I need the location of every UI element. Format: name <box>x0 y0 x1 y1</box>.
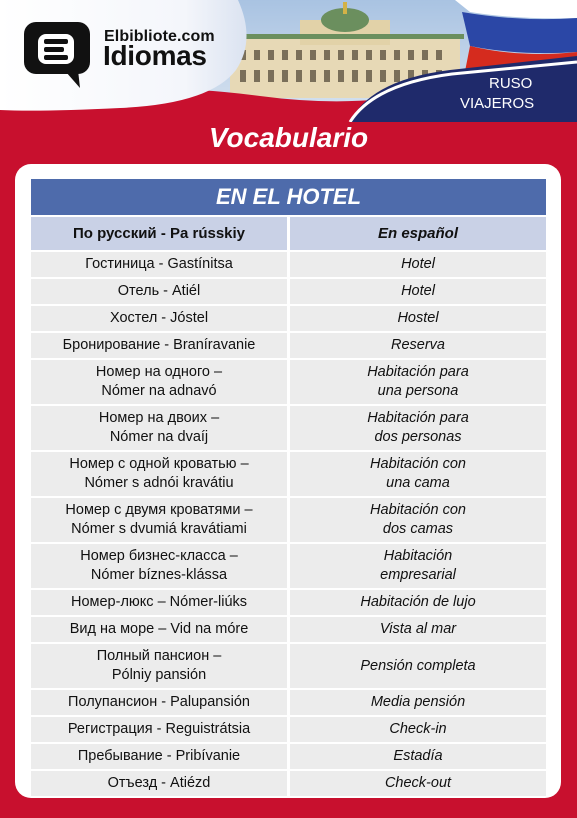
russian-term: Номер-люкс – Nómer-liúks <box>31 590 287 615</box>
table-row <box>31 617 546 642</box>
audience-badge: VIAJEROS <box>460 95 535 112</box>
spanish-term: Habitación para una persona <box>290 360 546 404</box>
logo-site-name: Elbibliote.com <box>104 28 215 45</box>
russian-term: Регистрация - Reguistrátsia <box>31 717 287 742</box>
header-banner <box>0 0 577 122</box>
spanish-term: Habitación con dos camas <box>290 498 546 542</box>
vocabulary-table <box>31 179 546 796</box>
spanish-term: Habitación para dos personas <box>290 406 546 450</box>
russian-term: Номер на одного – Nómer na adnavó <box>31 360 287 404</box>
spanish-term: Habitación empresarial <box>290 544 546 588</box>
spanish-term: Habitación de lujo <box>290 590 546 615</box>
table-title: EN EL HOTEL <box>31 179 546 215</box>
spanish-term: Hotel <box>290 279 546 304</box>
russian-term: Номер бизнес-класса – Nómer bíznes-klássa <box>31 544 287 588</box>
table-row <box>31 771 546 796</box>
spanish-term: Check-out <box>290 771 546 796</box>
russian-term: Пребывание - Pribívanie <box>31 744 287 769</box>
russian-term: Отъезд - Atiézd <box>31 771 287 796</box>
table-row <box>31 279 546 304</box>
spanish-term: Check-in <box>290 717 546 742</box>
russian-term: Отель - Atiél <box>31 279 287 304</box>
spanish-term: Media pensión <box>290 690 546 715</box>
spanish-term: Vista al mar <box>290 617 546 642</box>
russian-term: Номер с двумя кроватями – Nómer s dvumiá kravátiami <box>31 498 287 542</box>
table-row <box>31 590 546 615</box>
russian-term: Номер с одной кроватью – Nómer s adnói kravátiu <box>31 452 287 496</box>
logo-brand-name: Idiomas <box>103 40 207 71</box>
table-row <box>31 544 546 588</box>
russian-term: Гостиница - Gastínitsa <box>31 252 287 277</box>
russian-term: Номер на двоих – Nómer na dvaíj <box>31 406 287 450</box>
table-row <box>31 252 546 277</box>
spanish-term: Reserva <box>290 333 546 358</box>
russian-term: Полупансион - Palupansión <box>31 690 287 715</box>
table-row <box>31 644 546 688</box>
column-header-russian: По русский - Pa rússkiy <box>31 217 287 250</box>
table-row <box>31 690 546 715</box>
chat-bubble-e-logo-icon <box>22 20 96 90</box>
table-row <box>31 360 546 404</box>
column-header-spanish: En español <box>290 217 546 250</box>
table-row <box>31 744 546 769</box>
table-row <box>31 452 546 496</box>
table-row <box>31 406 546 450</box>
language-badge: RUSO <box>489 75 533 92</box>
russian-term: Полный пансион – Pólniy pansión <box>31 644 287 688</box>
russian-term: Вид на море – Vid na móre <box>31 617 287 642</box>
spanish-term: Habitación con una cama <box>290 452 546 496</box>
table-row <box>31 498 546 542</box>
table-body <box>31 252 546 796</box>
table-row <box>31 717 546 742</box>
spanish-term: Pensión completa <box>290 644 546 688</box>
table-header-row <box>31 217 546 250</box>
table-row <box>31 306 546 331</box>
russian-term: Бронирование - Braníravanie <box>31 333 287 358</box>
spanish-term: Estadía <box>290 744 546 769</box>
spanish-term: Hotel <box>290 252 546 277</box>
section-title: Vocabulario <box>208 122 369 153</box>
table-row <box>31 333 546 358</box>
spanish-term: Hostel <box>290 306 546 331</box>
russian-term: Хостел - Jóstel <box>31 306 287 331</box>
